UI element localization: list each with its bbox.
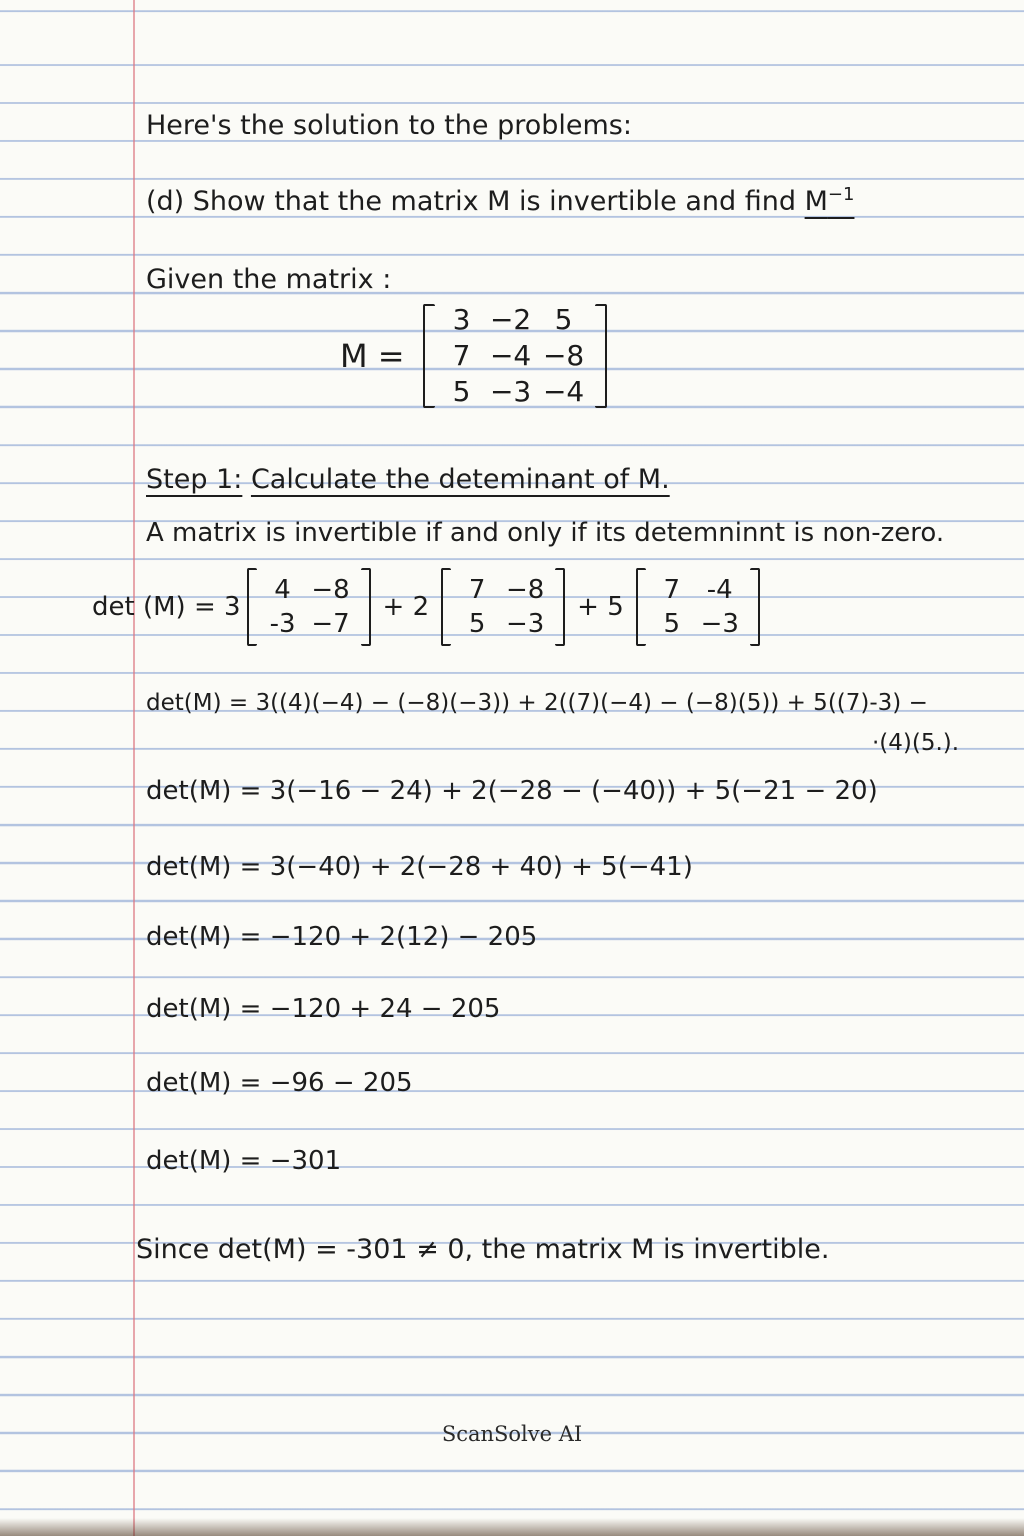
- matrix-cell: −3: [489, 375, 532, 408]
- matrix-cell: −8: [542, 339, 585, 372]
- footer-brand: ScanSolve AI: [441, 1422, 583, 1446]
- matrix-cell: 5: [554, 303, 573, 336]
- step1-title: Calculate the deteminant of M.: [250, 464, 670, 495]
- conclusion-text: Since det(M) = -301 ≠ 0, the matrix M is invertible.: [136, 1234, 830, 1265]
- question-target: $M^{-1}$: [804, 184, 855, 217]
- matrix-label: M =: [340, 337, 405, 375]
- minor-cell: −3: [505, 609, 545, 639]
- matrix-cell: 7: [452, 339, 471, 372]
- minor-cell: 4: [274, 575, 291, 605]
- det-line-3: det(M) = 3(−40) + 2(−28 + 40) + 5(−41): [146, 852, 693, 882]
- inverse-superscript: −1: [827, 184, 855, 205]
- minor-cell: 7: [663, 575, 680, 605]
- det-line-7: det(M) = −301: [146, 1146, 342, 1176]
- intro-text: Here's the solution to the problems:: [146, 110, 632, 141]
- minor-cell: -4: [706, 575, 733, 605]
- matrix-cell: −4: [542, 375, 585, 408]
- det-line-4: det(M) = −120 + 2(12) − 205: [146, 922, 538, 952]
- minor-matrix-2: [441, 568, 565, 646]
- left-bracket: [423, 304, 435, 408]
- det-line-2: det(M) = 3(−16 − 24) + 2(−28 − (−40)) + 5(−21 − 20): [146, 776, 878, 806]
- right-bracket: [595, 304, 607, 408]
- matrix-cell: 3: [452, 303, 471, 336]
- minor-coef-2: + 2: [382, 592, 430, 622]
- minor-cell: 7: [468, 575, 486, 605]
- step1-note: A matrix is invertible if and only if its detemninnt is non-zero.: [146, 518, 945, 548]
- page-edge-shadow: [0, 1518, 1024, 1536]
- matrix-cell: −4: [489, 339, 532, 372]
- minor-cell: −7: [311, 609, 350, 639]
- minor-matrix-3: [636, 568, 760, 646]
- step1-label: Step 1:: [146, 464, 243, 495]
- matrix-m: [340, 304, 607, 408]
- minor-cell: 5: [468, 609, 486, 639]
- question-body: (d) Show that the matrix M is invertible and find: [146, 186, 805, 217]
- minor-cell: 5: [663, 609, 680, 639]
- matrix-cell: −2: [489, 303, 532, 336]
- det-line-5: det(M) = −120 + 24 − 205: [146, 994, 501, 1024]
- det-line-1: det(M) = 3((4)(−4) − (−8)(−3)) + 2((7)(−4) − (−8)(5)) + 5((7)-3) −: [146, 690, 928, 716]
- det-line-1-cont: ·(4)(5.).: [872, 730, 960, 756]
- minor-cell: −3: [700, 609, 739, 639]
- minor-matrix-1: [247, 568, 371, 646]
- matrix-grid: [435, 304, 595, 408]
- margin-line: [133, 0, 135, 1536]
- minor-coef-3: + 5: [577, 592, 624, 622]
- minor-cell: -3: [269, 609, 296, 639]
- given-text: Given the matrix :: [146, 264, 392, 295]
- minor-cell: −8: [505, 575, 545, 605]
- step1-heading: [146, 464, 670, 495]
- question-text: [146, 184, 854, 217]
- minor-cell: −8: [311, 575, 350, 605]
- expansion-lhs: det (M) = 3: [92, 592, 241, 622]
- det-line-6: det(M) = −96 − 205: [146, 1068, 413, 1098]
- cofactor-expansion: [92, 568, 766, 646]
- matrix-cell: 5: [452, 375, 471, 408]
